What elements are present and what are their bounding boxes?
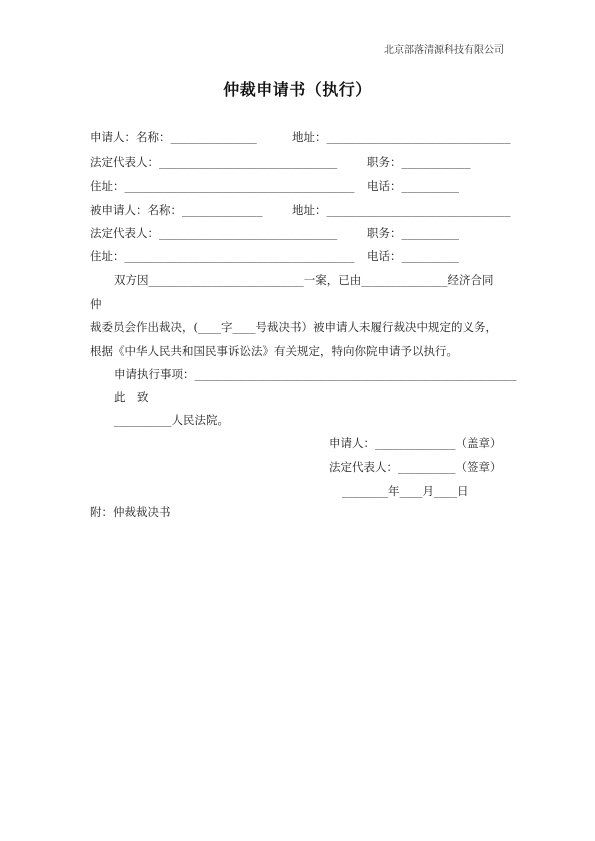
respondent-rep-line: 法定代表人：_______________________________: [90, 226, 338, 240]
respondent-residence-line: 住址：________________________________________: [90, 249, 355, 263]
respondent-address-line: 地址：________________________________: [292, 203, 511, 217]
body-paragraph-line-4: 根据《中华人民共和国民事诉讼法》有关规定，特向你院申请予以执行。: [90, 344, 458, 358]
attachment-note: 附：仲裁裁决书: [90, 505, 171, 519]
document-title: 仲裁申请书（执行）: [223, 80, 372, 99]
respondent-position-line: 职务：__________: [367, 226, 459, 240]
respondent-phone-line: 电话：__________: [367, 249, 459, 263]
respondent-name-line: 被申请人：名称：______________: [90, 203, 263, 217]
applicant-residence-line: 住址：________________________________________: [90, 179, 355, 193]
signature-date: ________年____月____日: [342, 484, 469, 498]
court-line: __________人民法院。: [114, 413, 229, 427]
body-paragraph-line-3: 裁委员会作出裁决，(____字____号裁决书）被申请人未履行裁决中规定的义务，: [90, 320, 497, 334]
body-paragraph-line-1: 双方因___________________________一案，已由_______________经济合同: [114, 273, 494, 287]
applicant-address-line: 地址：________________________________: [292, 130, 511, 144]
applicant-rep-line: 法定代表人：_______________________________: [90, 155, 338, 169]
applicant-position-line: 职务：____________: [367, 155, 471, 169]
applicant-name-line: 申请人：名称：_______________: [90, 130, 257, 144]
company-name: 北京部落清源科技有限公司: [384, 45, 504, 56]
signature-applicant: 申请人：______________（盖章）: [329, 436, 502, 450]
execution-matters-line: 申请执行事项：________________________________________________________: [114, 367, 517, 381]
body-paragraph-line-2: 仲: [90, 297, 102, 311]
salutation: 此 致: [114, 390, 149, 404]
signature-legal-rep: 法定代表人：__________（签章）: [329, 460, 502, 474]
applicant-phone-line: 电话：__________: [367, 179, 459, 193]
